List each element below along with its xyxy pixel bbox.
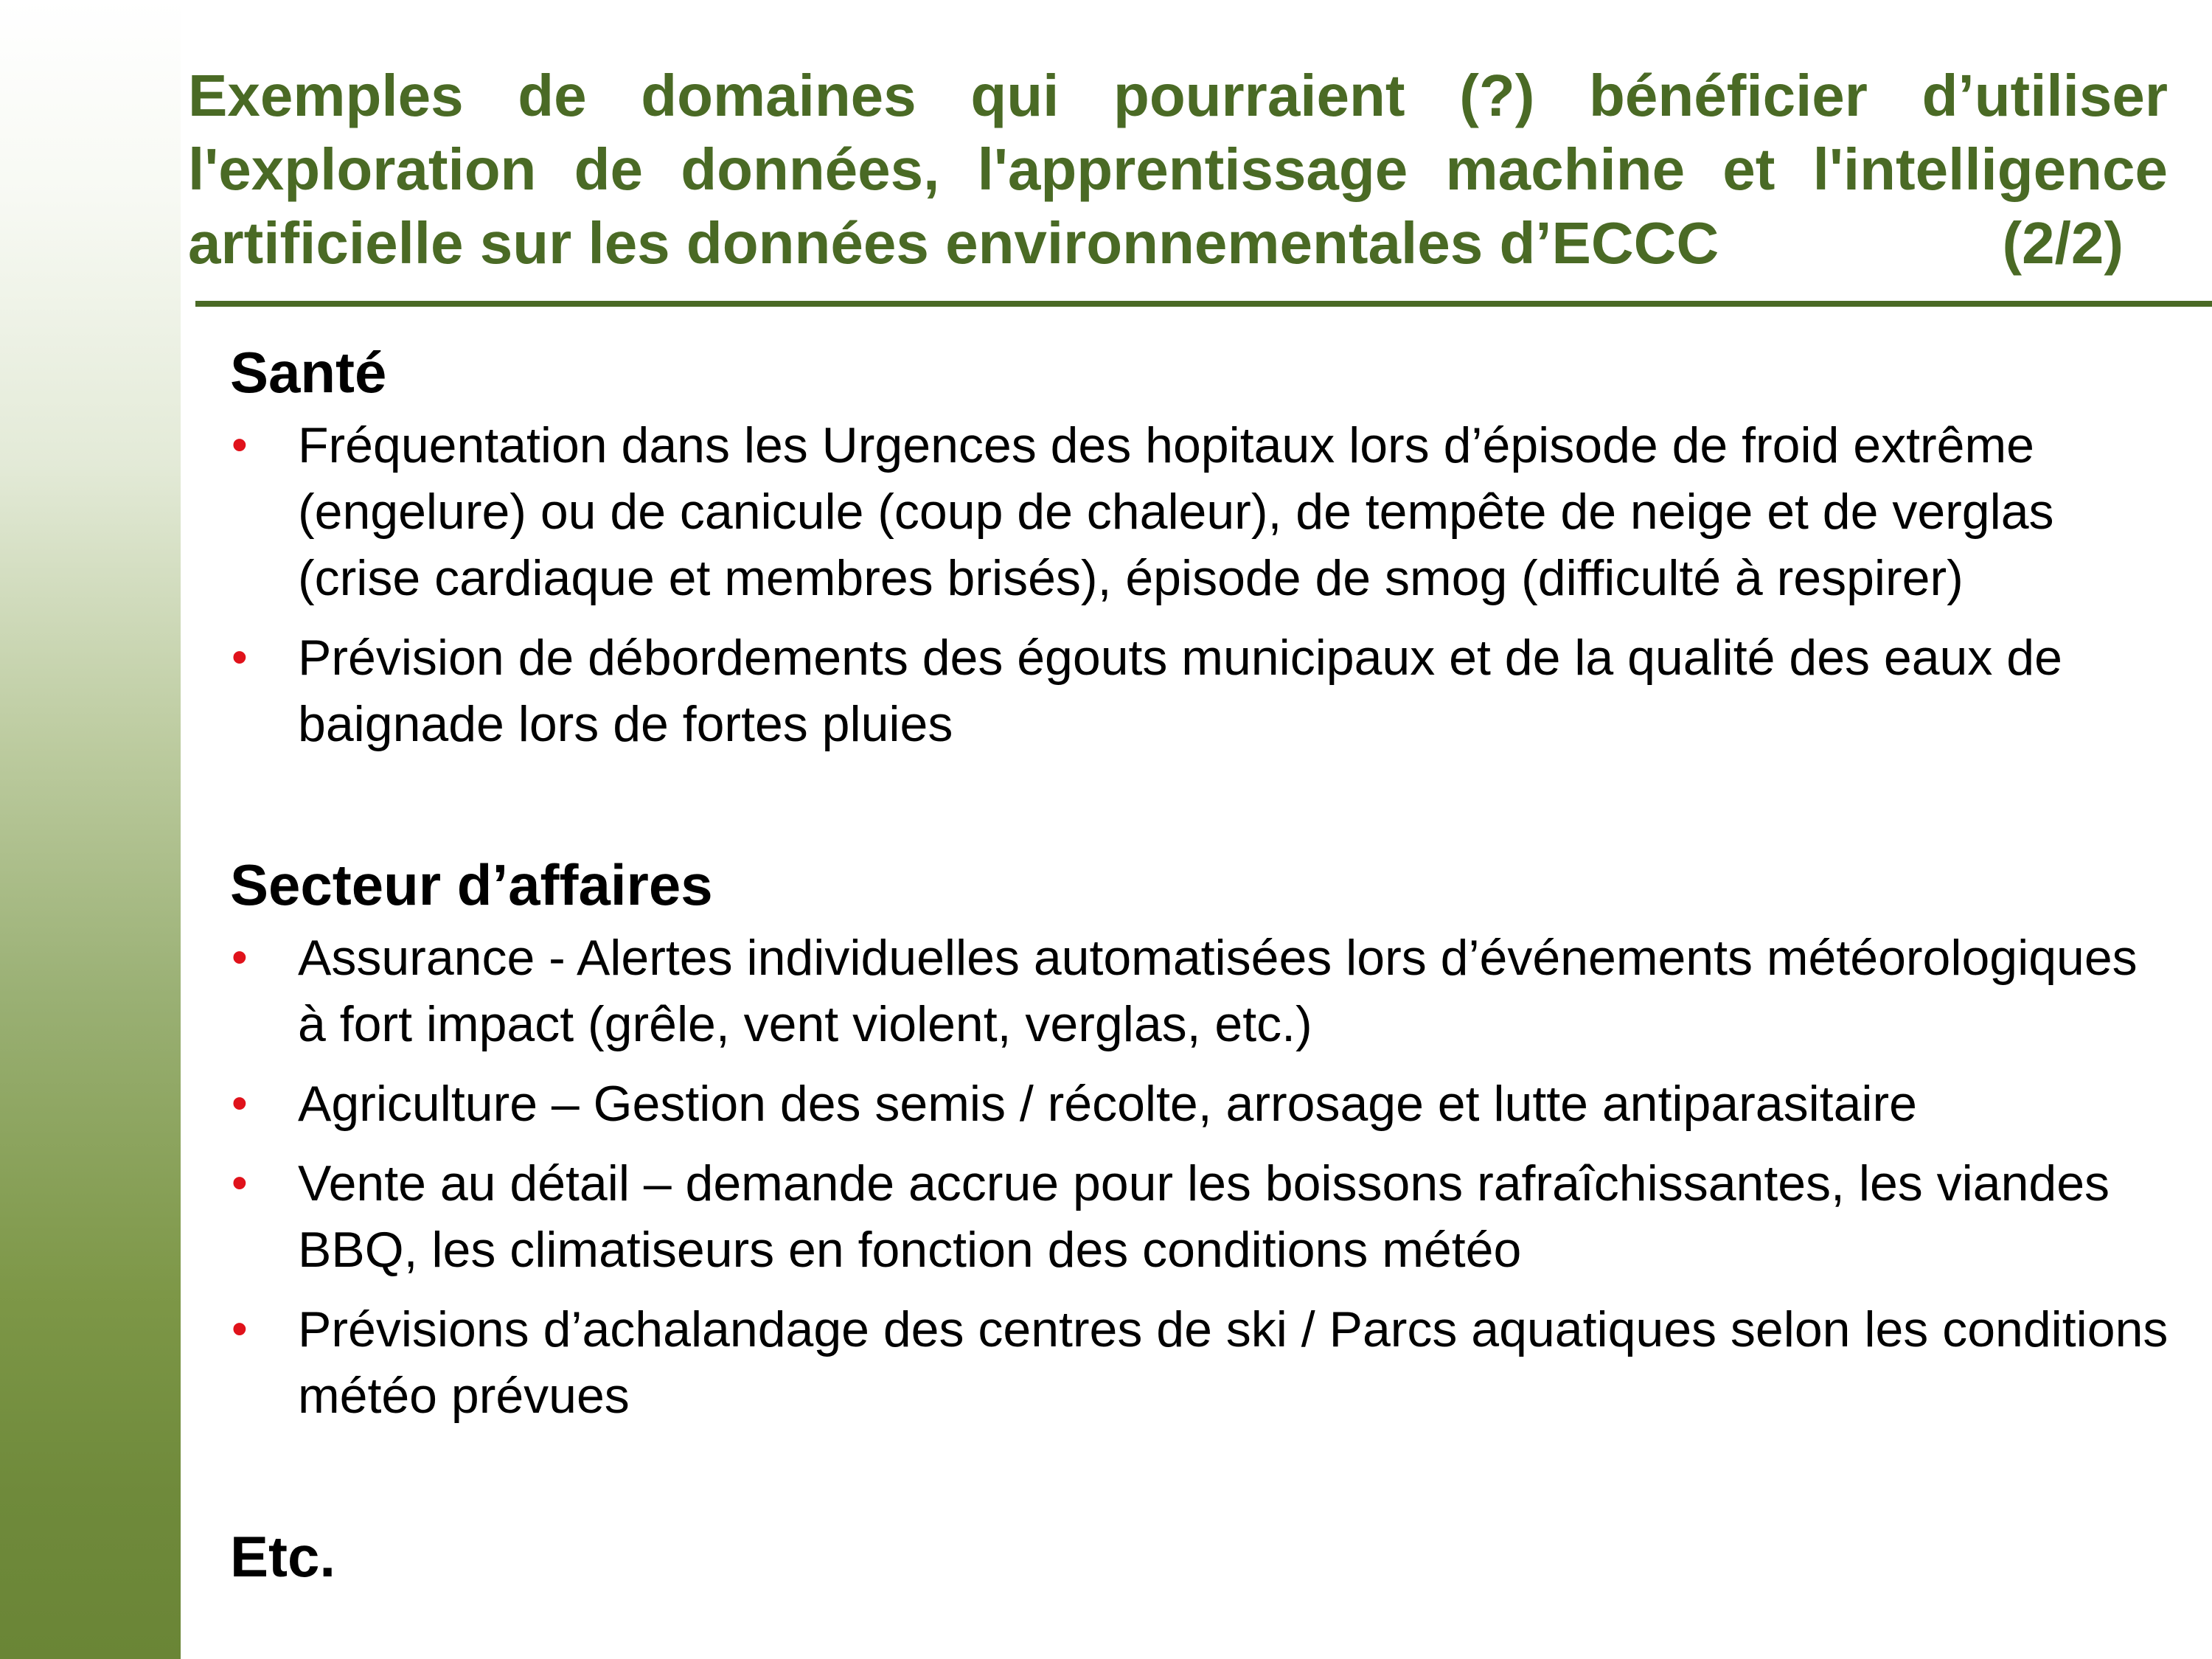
list-item-text: Prévisions d’achalandage des centres de ski / Parcs aquatiques selon les conditions météo prévues — [298, 1301, 2168, 1424]
list-item-text: Assurance - Alertes individuelles automatisées lors d’événements météorologiques à fort impact (grêle, vent violent, verglas, etc.) — [298, 930, 2138, 1052]
section-spacer — [230, 771, 2177, 848]
list-item — [230, 1150, 2177, 1283]
slide-content — [230, 335, 2177, 1596]
bullet-icon: • — [232, 932, 248, 983]
title-line-1: Exemples de domaines qui pourraient (?) bénéficier d’utiliser — [188, 63, 2168, 128]
section-heading: Secteur d’affaires — [230, 852, 713, 917]
bullet-list — [230, 925, 2177, 1429]
list-item — [230, 1071, 2177, 1137]
page-indicator: (2/2) — [2002, 210, 2124, 276]
list-item — [230, 412, 2177, 611]
title-line-3 — [188, 206, 2168, 280]
list-item — [230, 625, 2177, 757]
title-line-3-text: artificielle sur les données environnementales d’ECCC — [188, 210, 1719, 276]
bullet-icon: • — [232, 632, 248, 683]
bullet-icon: • — [232, 1304, 248, 1354]
bullet-list — [230, 412, 2177, 757]
section-heading: Etc. — [230, 1524, 336, 1589]
section-spacer — [230, 1442, 2177, 1520]
section-heading: Santé — [230, 340, 387, 405]
list-item-text: Vente au détail – demande accrue pour les boissons rafraîchissantes, les viandes BBQ, les climatiseurs en fonction des conditions météo — [298, 1155, 2110, 1278]
bullet-icon: • — [232, 420, 248, 470]
bullet-icon: • — [232, 1158, 248, 1208]
title-divider — [195, 301, 2212, 307]
list-item-text: Agriculture – Gestion des semis / récolte, arrosage et lutte antiparasitaire — [298, 1076, 1917, 1132]
side-gradient-bar — [0, 0, 181, 1659]
slide-title — [188, 59, 2168, 280]
section-etc — [230, 1520, 2177, 1593]
bullet-icon: • — [232, 1078, 248, 1129]
section-secteur-affaires — [230, 848, 2177, 1429]
list-item-text: Prévision de débordements des égouts municipaux et de la qualité des eaux de baignade lors de fortes pluies — [298, 630, 2062, 752]
title-line-2: l'exploration de données, l'apprentissage machine et l'intelligence — [188, 136, 2168, 202]
list-item — [230, 925, 2177, 1057]
list-item-text: Fréquentation dans les Urgences des hopitaux lors d’épisode de froid extrême (engelure) ou de canicule (coup de chaleur), de tempête de neige et de verglas (crise cardiaque et membres brisés), épisode de smog (difficulté à respirer) — [298, 417, 2054, 606]
list-item — [230, 1296, 2177, 1429]
section-sante — [230, 335, 2177, 757]
